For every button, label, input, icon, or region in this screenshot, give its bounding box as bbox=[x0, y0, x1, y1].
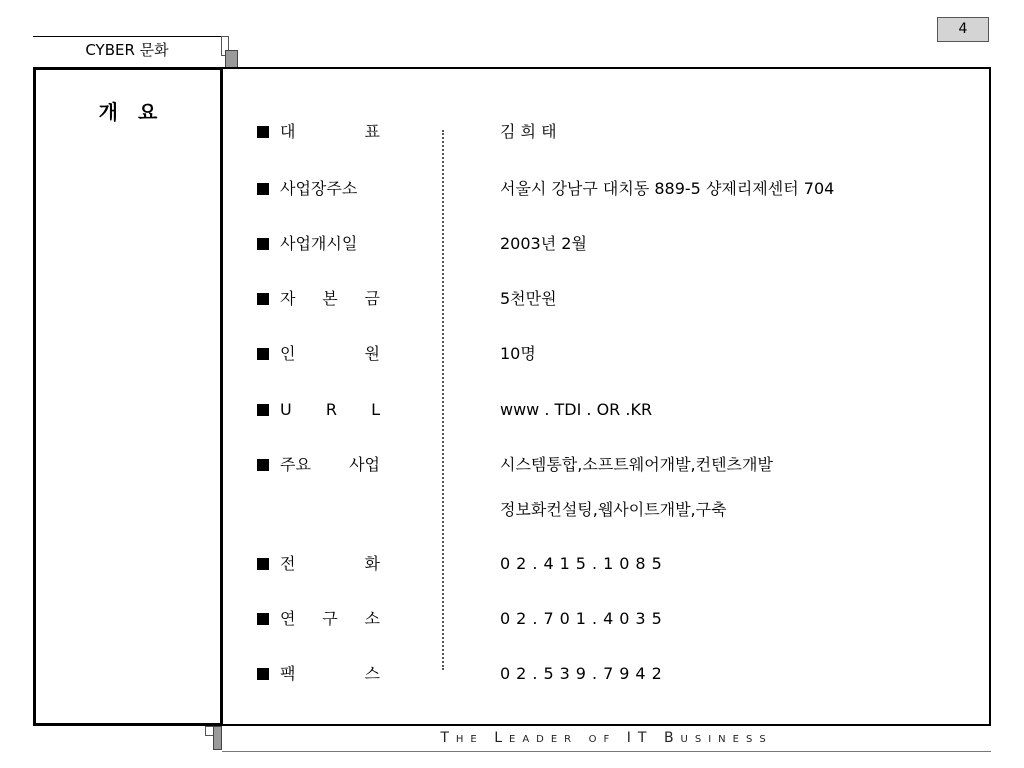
info-value: 5천만원 bbox=[500, 289, 557, 308]
info-label-part: 구 bbox=[322, 609, 338, 628]
section-title: 개요 bbox=[98, 100, 178, 124]
info-label-part: 소 bbox=[364, 609, 380, 628]
info-value: 02.701.4035 bbox=[500, 609, 668, 628]
info-label bbox=[280, 608, 380, 634]
info-label bbox=[280, 121, 380, 147]
info-label-part: 인 bbox=[280, 344, 296, 363]
info-label bbox=[280, 343, 380, 369]
info-label-part: 본 bbox=[322, 289, 338, 308]
info-label-part: 주요 bbox=[280, 455, 311, 474]
footer-slogan bbox=[222, 728, 991, 752]
square-bullet-icon bbox=[257, 293, 269, 305]
info-label-part: 화 bbox=[364, 554, 380, 573]
info-label-part: 사업장주소 bbox=[280, 179, 358, 198]
info-value: 02.415.1085 bbox=[500, 554, 668, 573]
square-bullet-icon bbox=[257, 126, 269, 138]
square-bullet-icon bbox=[257, 459, 269, 471]
info-label-part: 사업개시일 bbox=[280, 234, 358, 253]
info-label-part: R bbox=[325, 400, 337, 419]
slogan-word: of bbox=[588, 730, 617, 746]
info-label bbox=[280, 553, 380, 579]
info-label-part: L bbox=[371, 400, 380, 419]
slogan-word: Leader bbox=[494, 730, 579, 746]
info-value: 서울시 강남구 대치동 889-5 샹제리제센터 704 bbox=[500, 179, 835, 198]
info-label-part: 표 bbox=[364, 122, 380, 141]
info-label-part: 자 bbox=[280, 289, 296, 308]
info-label bbox=[280, 178, 380, 204]
info-row bbox=[0, 663, 1024, 689]
footer-marker-dark bbox=[213, 726, 222, 750]
info-label-part: 대 bbox=[280, 122, 296, 141]
info-label bbox=[280, 399, 380, 425]
info-label-part: 원 bbox=[364, 344, 380, 363]
info-row bbox=[0, 121, 1024, 147]
info-row bbox=[0, 233, 1024, 259]
info-row bbox=[0, 399, 1024, 425]
slogan-word: IT bbox=[626, 730, 654, 746]
info-value: 시스템통합,소프트웨어개발,컨텐츠개발 bbox=[500, 455, 773, 474]
info-label-part: 팩 bbox=[280, 664, 296, 683]
info-value: 10명 bbox=[500, 344, 536, 363]
info-value: www . TDI . OR .KR bbox=[500, 400, 653, 419]
info-label bbox=[280, 233, 380, 259]
info-value: 2003년 2월 bbox=[500, 234, 587, 253]
info-value: 02.539.7942 bbox=[500, 664, 668, 683]
info-row bbox=[0, 288, 1024, 314]
info-label-part: 연 bbox=[280, 609, 296, 628]
info-value: 정보화컨설팅,웹사이트개발,구축 bbox=[500, 500, 727, 519]
info-row bbox=[0, 499, 1024, 525]
square-bullet-icon bbox=[257, 558, 269, 570]
info-row bbox=[0, 178, 1024, 204]
info-row bbox=[0, 343, 1024, 369]
slogan-word: The bbox=[440, 730, 484, 746]
square-bullet-icon bbox=[257, 613, 269, 625]
square-bullet-icon bbox=[257, 668, 269, 680]
info-row bbox=[0, 454, 1024, 480]
info-label-part: U bbox=[280, 400, 292, 419]
slogan-word: Business bbox=[663, 730, 773, 746]
info-label-part: 사업 bbox=[349, 455, 380, 474]
info-label-part: 금 bbox=[364, 289, 380, 308]
info-label bbox=[280, 663, 380, 689]
square-bullet-icon bbox=[257, 183, 269, 195]
info-row bbox=[0, 608, 1024, 634]
info-label-part: 스 bbox=[364, 664, 380, 683]
page-number: 4 bbox=[937, 17, 989, 42]
info-label bbox=[280, 288, 380, 314]
square-bullet-icon bbox=[257, 238, 269, 250]
header-title: CYBER 문화 bbox=[85, 41, 169, 59]
square-bullet-icon bbox=[257, 348, 269, 360]
square-bullet-icon bbox=[257, 404, 269, 416]
info-value: 김 희 태 bbox=[500, 122, 557, 141]
info-label bbox=[280, 454, 380, 480]
info-row bbox=[0, 553, 1024, 579]
info-label-part: 전 bbox=[280, 554, 296, 573]
